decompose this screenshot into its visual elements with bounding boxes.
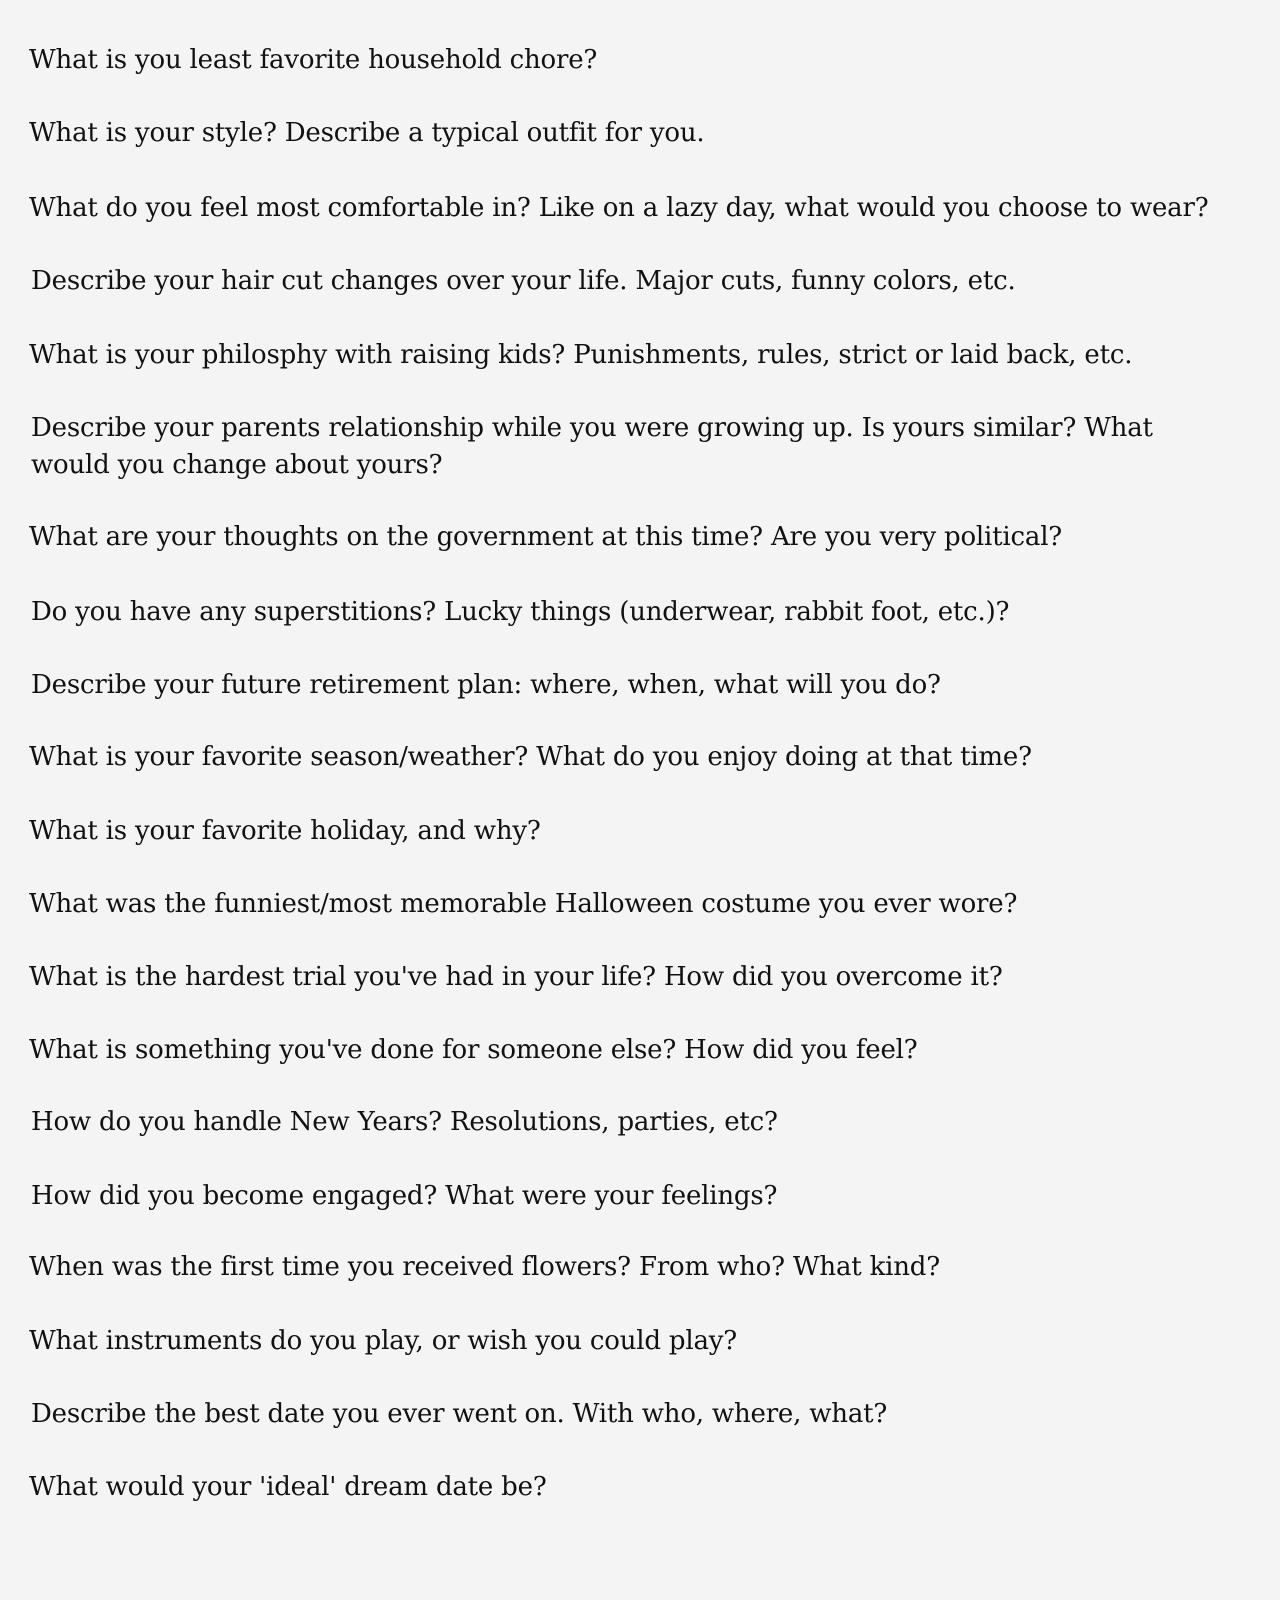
question-item: What is you least favorite household chore? bbox=[29, 45, 598, 75]
question-item: What are your thoughts on the government at this time? Are you very political? bbox=[29, 522, 1063, 552]
question-item: What is something you've done for someone else? How did you feel? bbox=[29, 1035, 918, 1065]
question-item: What would your 'ideal' dream date be? bbox=[29, 1472, 547, 1502]
question-item: How did you become engaged? What were your feelings? bbox=[31, 1181, 778, 1211]
question-item: How do you handle New Years? Resolutions, parties, etc? bbox=[31, 1107, 778, 1137]
question-item: What instruments do you play, or wish you could play? bbox=[29, 1326, 737, 1356]
question-item: Describe your future retirement plan: where, when, what will you do? bbox=[31, 670, 941, 700]
question-item: What is your favorite season/weather? What do you enjoy doing at that time? bbox=[29, 742, 1032, 772]
question-item: Describe your parents relationship while you were growing up. Is yours similar? What would you change about yours? bbox=[31, 413, 1153, 480]
question-item: What is your favorite holiday, and why? bbox=[29, 816, 541, 846]
question-item: Describe the best date you ever went on. With who, where, what? bbox=[31, 1399, 888, 1429]
question-item: Do you have any superstitions? Lucky things (underwear, rabbit foot, etc.)? bbox=[31, 597, 1010, 627]
question-item: What was the funniest/most memorable Halloween costume you ever wore? bbox=[29, 889, 1018, 919]
question-item: Describe your hair cut changes over your life. Major cuts, funny colors, etc. bbox=[31, 266, 1016, 296]
question-item: What do you feel most comfortable in? Like on a lazy day, what would you choose to wear? bbox=[29, 193, 1209, 223]
question-item: When was the first time you received flowers? From who? What kind? bbox=[29, 1252, 940, 1282]
question-item: What is the hardest trial you've had in your life? How did you overcome it? bbox=[29, 962, 1003, 992]
question-item: What is your philosphy with raising kids? Punishments, rules, strict or laid back, etc. bbox=[29, 340, 1133, 370]
question-item: What is your style? Describe a typical outfit for you. bbox=[29, 118, 705, 148]
